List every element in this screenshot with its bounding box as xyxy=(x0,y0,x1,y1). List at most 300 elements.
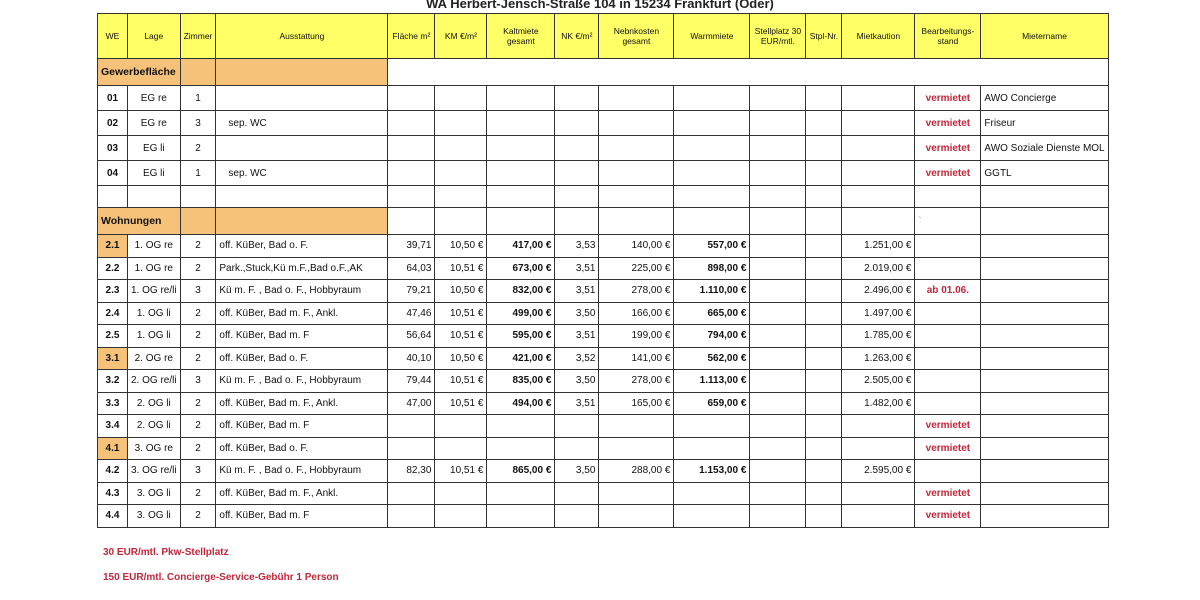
section-cell xyxy=(216,59,388,86)
empty-cell xyxy=(388,86,435,111)
unit-features: Kü m. F. , Bad o. F., Hobbyraum xyxy=(216,280,388,303)
utility-cost-cell: 141,00 € xyxy=(599,347,674,370)
tenant-name xyxy=(981,437,1108,460)
parking-cell xyxy=(750,505,806,528)
area-cell: 79,21 xyxy=(388,280,435,303)
status-cell: vermietet xyxy=(915,111,981,136)
unit-features: off. KüBer, Bad m. F., Ankl. xyxy=(216,302,388,325)
unit-location: EG re xyxy=(128,86,181,111)
empty-cell xyxy=(435,136,487,161)
rent-per-sqm-cell: 10,50 € xyxy=(435,280,487,303)
warm-rent-cell xyxy=(674,482,750,505)
header-ausstattung: Ausstattung xyxy=(216,14,388,59)
unit-location: 1. OG re/li xyxy=(128,280,181,303)
header-we: WE xyxy=(98,14,128,59)
deposit-cell xyxy=(842,415,915,438)
unit-features: off. KüBer, Bad o. F. xyxy=(216,235,388,258)
unit-features: off. KüBer, Bad m. F xyxy=(216,505,388,528)
empty-cell xyxy=(435,86,487,111)
parking-number-cell xyxy=(806,437,842,460)
status-cell: vermietet xyxy=(915,136,981,161)
area-cell: 56,64 xyxy=(388,325,435,348)
empty-cell xyxy=(180,186,216,208)
parking-number-cell xyxy=(806,257,842,280)
tenant-name: Friseur xyxy=(981,111,1108,136)
cold-rent-cell: 595,00 € xyxy=(487,325,555,348)
table-row xyxy=(98,302,1109,325)
status-cell xyxy=(915,257,981,280)
unit-features: sep. WC xyxy=(216,111,388,136)
table-row xyxy=(98,257,1109,280)
table-row xyxy=(98,505,1109,528)
empty-cell xyxy=(555,186,599,208)
empty-cell xyxy=(750,161,806,186)
table-row xyxy=(98,347,1109,370)
unit-number: 04 xyxy=(98,161,128,186)
empty-row xyxy=(98,186,1109,208)
unit-rooms: 1 xyxy=(180,86,216,111)
unit-location: 1. OG re xyxy=(128,235,181,258)
empty-cell xyxy=(216,186,388,208)
parking-number-cell xyxy=(806,235,842,258)
parking-number-cell xyxy=(806,505,842,528)
unit-location: 3. OG li xyxy=(128,505,181,528)
empty-cell xyxy=(806,161,842,186)
section-cell xyxy=(180,59,216,86)
area-cell xyxy=(388,415,435,438)
unit-features: Kü m. F. , Bad o. F., Hobbyraum xyxy=(216,460,388,483)
table-row xyxy=(98,370,1109,393)
unit-features xyxy=(216,86,388,111)
unit-features: off. KüBer, Bad m. F xyxy=(216,325,388,348)
cold-rent-cell: 494,00 € xyxy=(487,392,555,415)
parking-cell xyxy=(750,347,806,370)
empty-cell xyxy=(388,186,435,208)
header-nebenkosten: Nebnkosten gesamt xyxy=(599,14,674,59)
unit-number: 3.2 xyxy=(98,370,128,393)
cold-rent-cell xyxy=(487,482,555,505)
table-row xyxy=(98,111,1109,136)
empty-cell xyxy=(599,136,674,161)
unit-features: Kü m. F. , Bad o. F., Hobbyraum xyxy=(216,370,388,393)
nk-per-sqm-cell: 3,51 xyxy=(555,325,599,348)
tenant-name xyxy=(981,235,1108,258)
area-cell: 47,46 xyxy=(388,302,435,325)
header-stpl-nr: Stpl-Nr. xyxy=(806,14,842,59)
table-row xyxy=(98,161,1109,186)
tenant-name xyxy=(981,460,1108,483)
utility-cost-cell xyxy=(599,482,674,505)
empty-cell xyxy=(487,136,555,161)
table-row xyxy=(98,482,1109,505)
tenant-name xyxy=(981,482,1108,505)
warm-rent-cell: 1.153,00 € xyxy=(674,460,750,483)
tenant-name xyxy=(981,415,1108,438)
empty-cell xyxy=(750,136,806,161)
utility-cost-cell: 278,00 € xyxy=(599,280,674,303)
empty-cell xyxy=(555,161,599,186)
deposit-cell: 1.497,00 € xyxy=(842,302,915,325)
parking-number-cell xyxy=(806,460,842,483)
empty-cell xyxy=(599,186,674,208)
deposit-cell xyxy=(842,482,915,505)
utility-cost-cell xyxy=(599,505,674,528)
unit-location: 3. OG re xyxy=(128,437,181,460)
rent-per-sqm-cell: 10,50 € xyxy=(435,235,487,258)
unit-number: 2.5 xyxy=(98,325,128,348)
table-row xyxy=(98,136,1109,161)
empty-cell xyxy=(806,208,842,235)
warm-rent-cell: 794,00 € xyxy=(674,325,750,348)
empty-cell xyxy=(487,208,555,235)
empty-cell xyxy=(806,186,842,208)
utility-cost-cell: 225,00 € xyxy=(599,257,674,280)
nk-per-sqm-cell: 3,50 xyxy=(555,370,599,393)
unit-features: off. KüBer, Bad o. F. xyxy=(216,347,388,370)
area-cell: 82,30 xyxy=(388,460,435,483)
tenant-name xyxy=(981,325,1108,348)
tenant-name xyxy=(981,505,1108,528)
utility-cost-cell: 140,00 € xyxy=(599,235,674,258)
parking-cell xyxy=(750,302,806,325)
rent-per-sqm-cell: 10,51 € xyxy=(435,325,487,348)
tenant-name xyxy=(981,370,1108,393)
empty-cell xyxy=(98,186,128,208)
rent-per-sqm-cell: 10,51 € xyxy=(435,392,487,415)
parking-cell xyxy=(750,392,806,415)
tenant-name xyxy=(981,392,1108,415)
unit-number: 4.4 xyxy=(98,505,128,528)
cold-rent-cell: 421,00 € xyxy=(487,347,555,370)
parking-number-cell xyxy=(806,347,842,370)
empty-cell xyxy=(674,136,750,161)
unit-rooms: 1 xyxy=(180,161,216,186)
parking-cell xyxy=(750,482,806,505)
utility-cost-cell xyxy=(599,437,674,460)
table-row xyxy=(98,415,1109,438)
status-cell xyxy=(915,370,981,393)
status-cell: vermietet xyxy=(915,505,981,528)
unit-number: 2.4 xyxy=(98,302,128,325)
tenant-name xyxy=(981,257,1108,280)
deposit-cell: 1.263,00 € xyxy=(842,347,915,370)
parking-cell xyxy=(750,437,806,460)
empty-cell xyxy=(674,186,750,208)
cold-rent-cell xyxy=(487,415,555,438)
parking-cell xyxy=(750,235,806,258)
unit-number: 3.1 xyxy=(98,347,128,370)
empty-cell xyxy=(487,86,555,111)
empty-cell xyxy=(555,208,599,235)
empty-cell xyxy=(388,111,435,136)
deposit-cell: 2.595,00 € xyxy=(842,460,915,483)
empty-cell xyxy=(435,208,487,235)
empty-cell xyxy=(128,186,181,208)
unit-number: 01 xyxy=(98,86,128,111)
unit-location: 2. OG li xyxy=(128,392,181,415)
rent-per-sqm-cell: 10,51 € xyxy=(435,370,487,393)
tenant-name: AWO Concierge xyxy=(981,86,1108,111)
table-row xyxy=(98,86,1109,111)
unit-rooms: 2 xyxy=(180,235,216,258)
empty-cell xyxy=(915,186,981,208)
nk-per-sqm-cell xyxy=(555,482,599,505)
warm-rent-cell: 557,00 € xyxy=(674,235,750,258)
header-warmmiete: Warmmiete xyxy=(674,14,750,59)
empty-cell xyxy=(674,161,750,186)
status-cell: ab 01.06. xyxy=(915,280,981,303)
empty-cell xyxy=(842,186,915,208)
header-kaltmiete: Kaltmiete gesamt xyxy=(487,14,555,59)
status-cell xyxy=(915,460,981,483)
parking-cell xyxy=(750,325,806,348)
tenant-name xyxy=(981,280,1108,303)
empty-cell xyxy=(388,161,435,186)
empty-cell xyxy=(599,86,674,111)
empty-cell xyxy=(599,161,674,186)
empty-cell xyxy=(842,208,915,235)
section-gewerbe xyxy=(98,59,1109,86)
parking-number-cell xyxy=(806,325,842,348)
warm-rent-cell: 659,00 € xyxy=(674,392,750,415)
section-label: Gewerbefläche xyxy=(98,59,181,86)
rent-per-sqm-cell: 10,51 € xyxy=(435,460,487,483)
unit-location: 2. OG li xyxy=(128,415,181,438)
empty-cell xyxy=(750,86,806,111)
unit-rooms: 2 xyxy=(180,505,216,528)
empty-cell xyxy=(388,136,435,161)
unit-features: sep. WC xyxy=(216,161,388,186)
cold-rent-cell: 865,00 € xyxy=(487,460,555,483)
section-label: Wohnungen xyxy=(98,208,181,235)
cold-rent-cell: 832,00 € xyxy=(487,280,555,303)
unit-rooms: 2 xyxy=(180,347,216,370)
unit-features: off. KüBer, Bad m. F., Ankl. xyxy=(216,392,388,415)
note-concierge: 150 EUR/mtl. Concierge-Service-Gebühr 1 Person xyxy=(103,572,339,583)
area-cell xyxy=(388,437,435,460)
unit-location: 1. OG re xyxy=(128,257,181,280)
header-mietername: Mietername xyxy=(981,14,1108,59)
empty-cell xyxy=(435,161,487,186)
header-zimmer: Zimmer xyxy=(180,14,216,59)
table-row xyxy=(98,437,1109,460)
header-mietkaution: Mietkaution xyxy=(842,14,915,59)
parking-cell xyxy=(750,460,806,483)
empty-cell xyxy=(806,136,842,161)
warm-rent-cell: 1.110,00 € xyxy=(674,280,750,303)
unit-number: 2.2 xyxy=(98,257,128,280)
nk-per-sqm-cell: 3,52 xyxy=(555,347,599,370)
unit-features: Park.,Stuck,Kü m.F.,Bad o.F.,AK xyxy=(216,257,388,280)
note-stellplatz: 30 EUR/mtl. Pkw-Stellplatz xyxy=(103,547,229,558)
empty-cell xyxy=(388,208,435,235)
tenant-name xyxy=(981,347,1108,370)
tenant-name: AWO Soziale Dienste MOL xyxy=(981,136,1108,161)
deposit-cell: 2.019,00 € xyxy=(842,257,915,280)
rent-per-sqm-cell: 10,50 € xyxy=(435,347,487,370)
parking-cell xyxy=(750,280,806,303)
section-cell xyxy=(216,208,388,235)
unit-location: 1. OG li xyxy=(128,325,181,348)
parking-cell xyxy=(750,257,806,280)
empty-cell xyxy=(674,111,750,136)
deposit-cell xyxy=(842,437,915,460)
parking-number-cell xyxy=(806,392,842,415)
empty-cell xyxy=(806,86,842,111)
empty-cell xyxy=(435,186,487,208)
empty-cell xyxy=(842,136,915,161)
unit-features: off. KüBer, Bad o. F. xyxy=(216,437,388,460)
status-cell: vermietet xyxy=(915,415,981,438)
unit-features xyxy=(216,136,388,161)
nk-per-sqm-cell: 3,50 xyxy=(555,460,599,483)
empty-cell xyxy=(487,186,555,208)
header-flaeche: Fläche m² xyxy=(388,14,435,59)
status-cell: vermietet xyxy=(915,437,981,460)
deposit-cell: 2.505,00 € xyxy=(842,370,915,393)
unit-rooms: 3 xyxy=(180,460,216,483)
table-row xyxy=(98,392,1109,415)
unit-rooms: 2 xyxy=(180,392,216,415)
header-bearbeitung: Bearbeitungs-stand xyxy=(915,14,981,59)
nk-per-sqm-cell: 3,51 xyxy=(555,280,599,303)
area-cell: 47,00 xyxy=(388,392,435,415)
area-cell xyxy=(388,482,435,505)
unit-rooms: 3 xyxy=(180,370,216,393)
empty-cell xyxy=(842,86,915,111)
utility-cost-cell: 165,00 € xyxy=(599,392,674,415)
empty-cell xyxy=(674,86,750,111)
unit-rooms: 2 xyxy=(180,437,216,460)
empty-cell xyxy=(750,186,806,208)
parking-cell xyxy=(750,415,806,438)
unit-features: off. KüBer, Bad m. F xyxy=(216,415,388,438)
unit-number: 2.1 xyxy=(98,235,128,258)
rent-per-sqm-cell xyxy=(435,415,487,438)
empty-cell xyxy=(599,208,674,235)
status-cell xyxy=(915,235,981,258)
cold-rent-cell xyxy=(487,437,555,460)
empty-cell xyxy=(487,161,555,186)
unit-rooms: 2 xyxy=(180,302,216,325)
empty-cell xyxy=(599,111,674,136)
rental-table xyxy=(97,13,1109,528)
utility-cost-cell: 278,00 € xyxy=(599,370,674,393)
unit-number: 4.1 xyxy=(98,437,128,460)
header-nk: NK €/m² xyxy=(555,14,599,59)
nk-per-sqm-cell: 3,53 xyxy=(555,235,599,258)
unit-number: 4.3 xyxy=(98,482,128,505)
nk-per-sqm-cell: 3,51 xyxy=(555,392,599,415)
parking-number-cell xyxy=(806,482,842,505)
header-lage: Lage xyxy=(128,14,181,59)
cold-rent-cell: 499,00 € xyxy=(487,302,555,325)
unit-number: 02 xyxy=(98,111,128,136)
unit-number: 4.2 xyxy=(98,460,128,483)
nk-per-sqm-cell xyxy=(555,415,599,438)
unit-rooms: 2 xyxy=(180,482,216,505)
unit-number: 2.3 xyxy=(98,280,128,303)
utility-cost-cell: 199,00 € xyxy=(599,325,674,348)
section-wohnungen xyxy=(98,208,1109,235)
status-cell: vermietet xyxy=(915,161,981,186)
empty-cell xyxy=(750,111,806,136)
table-row xyxy=(98,280,1109,303)
empty-cell xyxy=(842,161,915,186)
status-cell: vermietet xyxy=(915,86,981,111)
empty-cell xyxy=(555,111,599,136)
utility-cost-cell: 288,00 € xyxy=(599,460,674,483)
status-cell: vermietet xyxy=(915,482,981,505)
warm-rent-cell xyxy=(674,505,750,528)
empty-cell xyxy=(981,208,1108,235)
unit-location: EG li xyxy=(128,161,181,186)
parking-number-cell xyxy=(806,302,842,325)
empty-cell xyxy=(555,86,599,111)
unit-number: 03 xyxy=(98,136,128,161)
utility-cost-cell: 166,00 € xyxy=(599,302,674,325)
unit-rooms: 2 xyxy=(180,257,216,280)
unit-number: 3.4 xyxy=(98,415,128,438)
area-cell: 39,71 xyxy=(388,235,435,258)
nk-per-sqm-cell xyxy=(555,437,599,460)
status-cell xyxy=(915,325,981,348)
warm-rent-cell: 898,00 € xyxy=(674,257,750,280)
unit-location: 1. OG li xyxy=(128,302,181,325)
empty-cell xyxy=(435,111,487,136)
unit-rooms: 2 xyxy=(180,325,216,348)
nk-per-sqm-cell xyxy=(555,505,599,528)
warm-rent-cell: 665,00 € xyxy=(674,302,750,325)
warm-rent-cell xyxy=(674,415,750,438)
unit-location: EG re xyxy=(128,111,181,136)
warm-rent-cell: 562,00 € xyxy=(674,347,750,370)
area-cell xyxy=(388,505,435,528)
unit-features: off. KüBer, Bad m. F., Ankl. xyxy=(216,482,388,505)
section-cell xyxy=(180,208,216,235)
cold-rent-cell: 673,00 € xyxy=(487,257,555,280)
empty-cell xyxy=(806,111,842,136)
deposit-cell: 2.496,00 € xyxy=(842,280,915,303)
header-stellplatz: Stellplatz 30 EUR/mtl. xyxy=(750,14,806,59)
unit-rooms: 2 xyxy=(180,136,216,161)
section-fill xyxy=(388,59,1108,86)
deposit-cell: 1.482,00 € xyxy=(842,392,915,415)
area-cell: 64,03 xyxy=(388,257,435,280)
empty-cell xyxy=(674,208,750,235)
unit-location: 3. OG re/li xyxy=(128,460,181,483)
cold-rent-cell: 417,00 € xyxy=(487,235,555,258)
rent-per-sqm-cell xyxy=(435,482,487,505)
nk-per-sqm-cell: 3,50 xyxy=(555,302,599,325)
unit-location: 2. OG re xyxy=(128,347,181,370)
status-cell xyxy=(915,392,981,415)
parking-number-cell xyxy=(806,280,842,303)
deposit-cell xyxy=(842,505,915,528)
empty-cell xyxy=(750,208,806,235)
table-row xyxy=(98,460,1109,483)
warm-rent-cell xyxy=(674,437,750,460)
table-row xyxy=(98,235,1109,258)
deposit-cell: 1.785,00 € xyxy=(842,325,915,348)
tenant-name: GGTL xyxy=(981,161,1108,186)
rent-per-sqm-cell: 10,51 € xyxy=(435,257,487,280)
cold-rent-cell: 835,00 € xyxy=(487,370,555,393)
rent-per-sqm-cell xyxy=(435,437,487,460)
unit-rooms: 3 xyxy=(180,111,216,136)
utility-cost-cell xyxy=(599,415,674,438)
rent-per-sqm-cell xyxy=(435,505,487,528)
